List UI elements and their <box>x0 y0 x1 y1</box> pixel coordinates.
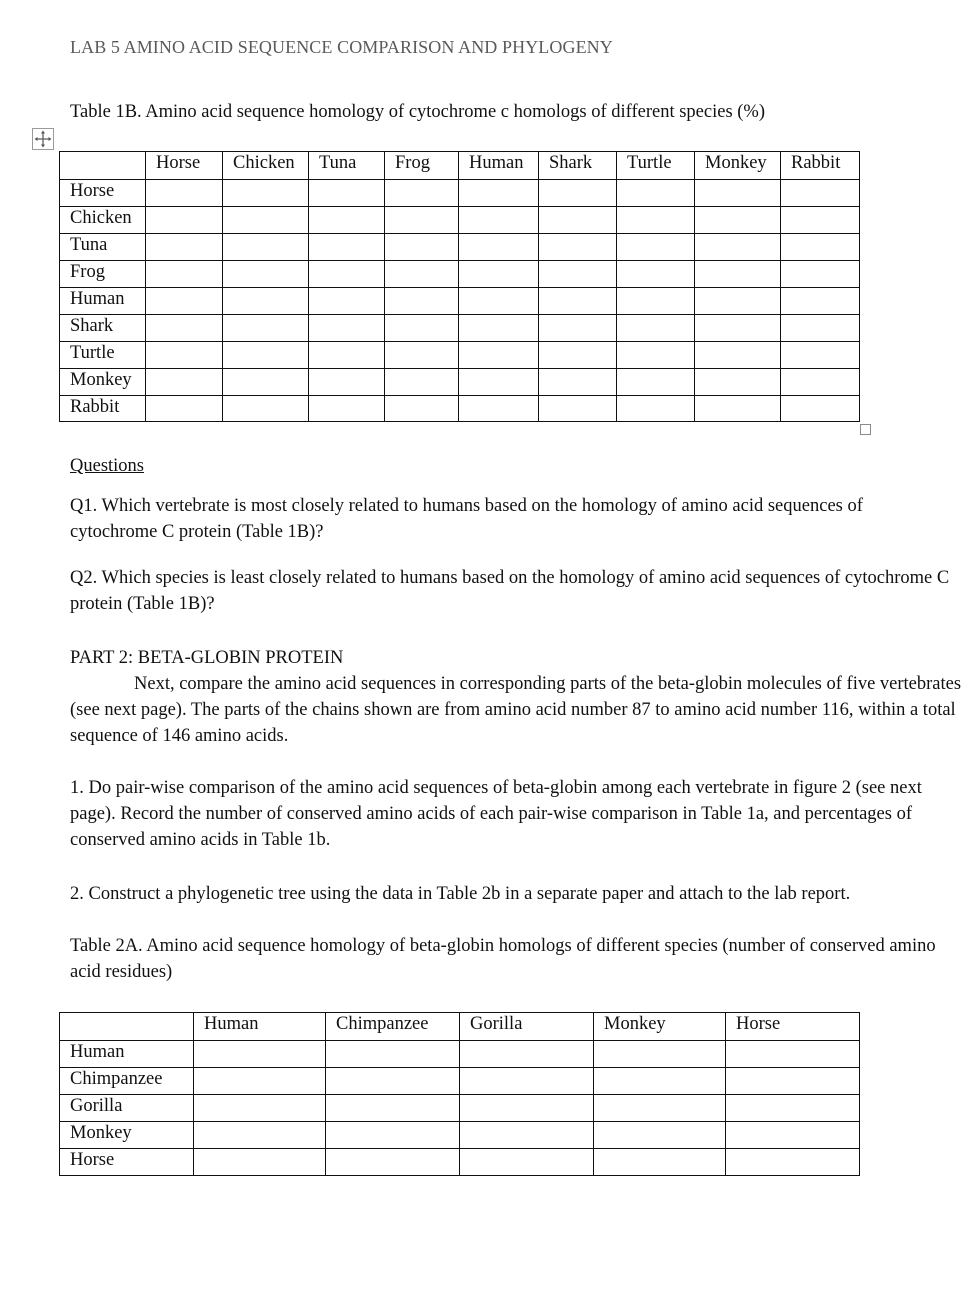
empty-cell[interactable] <box>326 1149 460 1176</box>
empty-cell[interactable] <box>385 315 459 342</box>
table-row <box>60 1068 860 1095</box>
questions-title: Questions <box>70 456 144 476</box>
empty-cell[interactable] <box>726 1041 860 1068</box>
cytochrome-homology-table <box>59 151 860 422</box>
empty-cell[interactable] <box>223 369 309 396</box>
empty-cell[interactable] <box>617 288 695 315</box>
empty-cell[interactable] <box>146 288 223 315</box>
table-row <box>60 234 860 261</box>
empty-cell[interactable] <box>594 1095 726 1122</box>
empty-cell[interactable] <box>146 261 223 288</box>
table-corner-cell <box>60 1013 194 1041</box>
empty-cell[interactable] <box>223 207 309 234</box>
empty-cell[interactable] <box>309 369 385 396</box>
question-1: Q1. Which vertebrate is most closely related to humans based on the homology of amino acid sequences of cytochrome C protein (Table 1B)? <box>70 496 863 542</box>
table-row <box>60 342 860 369</box>
row-header: Rabbit <box>60 396 146 422</box>
row-header: Human <box>60 1041 194 1068</box>
table-row <box>60 288 860 315</box>
row-header: Shark <box>60 315 146 342</box>
empty-cell[interactable] <box>385 396 459 422</box>
column-header: Horse <box>726 1013 860 1041</box>
empty-cell[interactable] <box>460 1041 594 1068</box>
empty-cell[interactable] <box>695 396 781 422</box>
empty-cell[interactable] <box>726 1068 860 1095</box>
empty-cell[interactable] <box>781 180 860 207</box>
column-header: Gorilla <box>460 1013 594 1041</box>
row-header: Gorilla <box>60 1095 194 1122</box>
empty-cell[interactable] <box>385 288 459 315</box>
empty-cell[interactable] <box>539 180 617 207</box>
empty-cell[interactable] <box>223 315 309 342</box>
empty-cell[interactable] <box>539 261 617 288</box>
empty-cell[interactable] <box>146 315 223 342</box>
row-header: Chicken <box>60 207 146 234</box>
empty-cell[interactable] <box>617 234 695 261</box>
row-header: Horse <box>60 180 146 207</box>
part2-body: Next, compare the amino acid sequences in corresponding parts of the beta-globin molecules of five vertebrates (see next page). The parts of the chains shown are from amino acid number 87 to amino acid number 116, within a total sequence of 146 amino acids. <box>70 674 962 746</box>
empty-cell[interactable] <box>194 1149 326 1176</box>
table-row <box>60 315 860 342</box>
column-header: Turtle <box>617 152 695 180</box>
table-row <box>60 1095 860 1122</box>
row-header: Tuna <box>60 234 146 261</box>
empty-cell[interactable] <box>146 207 223 234</box>
empty-cell[interactable] <box>459 180 539 207</box>
empty-cell[interactable] <box>781 315 860 342</box>
empty-cell[interactable] <box>309 234 385 261</box>
empty-cell[interactable] <box>594 1149 726 1176</box>
empty-cell[interactable] <box>309 315 385 342</box>
empty-cell[interactable] <box>146 396 223 422</box>
empty-cell[interactable] <box>695 369 781 396</box>
empty-cell[interactable] <box>539 396 617 422</box>
empty-cell[interactable] <box>539 342 617 369</box>
empty-cell[interactable] <box>309 342 385 369</box>
column-header: Monkey <box>594 1013 726 1041</box>
beta-globin-homology-table <box>59 1012 860 1176</box>
empty-cell[interactable] <box>385 180 459 207</box>
empty-cell[interactable] <box>459 207 539 234</box>
empty-cell[interactable] <box>223 342 309 369</box>
table-row <box>60 369 860 396</box>
empty-cell[interactable] <box>326 1122 460 1149</box>
row-header: Chimpanzee <box>60 1068 194 1095</box>
table-row <box>60 207 860 234</box>
empty-cell[interactable] <box>459 315 539 342</box>
empty-cell[interactable] <box>309 288 385 315</box>
empty-cell[interactable] <box>309 261 385 288</box>
empty-cell[interactable] <box>194 1095 326 1122</box>
empty-cell[interactable] <box>539 234 617 261</box>
part2-heading: PART 2: BETA-GLOBIN PROTEIN <box>70 648 344 668</box>
empty-cell[interactable] <box>617 369 695 396</box>
empty-cell[interactable] <box>459 369 539 396</box>
empty-cell[interactable] <box>146 342 223 369</box>
empty-cell[interactable] <box>385 369 459 396</box>
empty-cell[interactable] <box>726 1149 860 1176</box>
empty-cell[interactable] <box>460 1122 594 1149</box>
empty-cell[interactable] <box>617 342 695 369</box>
empty-cell[interactable] <box>326 1041 460 1068</box>
empty-cell[interactable] <box>459 342 539 369</box>
empty-cell[interactable] <box>459 288 539 315</box>
empty-cell[interactable] <box>385 234 459 261</box>
empty-cell[interactable] <box>223 288 309 315</box>
column-header: Chimpanzee <box>326 1013 460 1041</box>
row-header: Horse <box>60 1149 194 1176</box>
empty-cell[interactable] <box>726 1122 860 1149</box>
empty-cell[interactable] <box>309 396 385 422</box>
column-header: Human <box>459 152 539 180</box>
empty-cell[interactable] <box>146 180 223 207</box>
question-2: Q2. Which species is least closely related to humans based on the homology of amino acid sequences of cytochrome C protein (Table 1B)? <box>70 568 950 614</box>
empty-cell[interactable] <box>223 261 309 288</box>
table-header-row <box>60 1013 860 1041</box>
empty-cell[interactable] <box>617 396 695 422</box>
table-corner-cell <box>60 152 146 180</box>
table-move-handle-icon[interactable] <box>32 128 54 150</box>
table2-caption: Table 2A. Amino acid sequence homology of beta-globin homologs of different species (number of conserved amino acid residues) <box>70 936 936 982</box>
table-resize-handle[interactable] <box>860 424 871 435</box>
empty-cell[interactable] <box>460 1068 594 1095</box>
column-header: Monkey <box>695 152 781 180</box>
column-header: Horse <box>146 152 223 180</box>
row-header: Turtle <box>60 342 146 369</box>
empty-cell[interactable] <box>460 1149 594 1176</box>
empty-cell[interactable] <box>194 1041 326 1068</box>
empty-cell[interactable] <box>781 261 860 288</box>
empty-cell[interactable] <box>223 396 309 422</box>
empty-cell[interactable] <box>460 1095 594 1122</box>
column-header: Human <box>194 1013 326 1041</box>
empty-cell[interactable] <box>459 396 539 422</box>
row-header: Monkey <box>60 1122 194 1149</box>
empty-cell[interactable] <box>223 180 309 207</box>
row-header: Monkey <box>60 369 146 396</box>
empty-cell[interactable] <box>385 342 459 369</box>
empty-cell[interactable] <box>695 342 781 369</box>
empty-cell[interactable] <box>695 180 781 207</box>
empty-cell[interactable] <box>617 261 695 288</box>
empty-cell[interactable] <box>617 315 695 342</box>
table-header-row <box>60 152 860 180</box>
empty-cell[interactable] <box>309 207 385 234</box>
empty-cell[interactable] <box>695 207 781 234</box>
table-row <box>60 396 860 422</box>
empty-cell[interactable] <box>385 261 459 288</box>
table-row <box>60 261 860 288</box>
table-row <box>60 1041 860 1068</box>
empty-cell[interactable] <box>781 396 860 422</box>
empty-cell[interactable] <box>781 369 860 396</box>
empty-cell[interactable] <box>726 1095 860 1122</box>
empty-cell[interactable] <box>781 288 860 315</box>
empty-cell[interactable] <box>539 315 617 342</box>
part2-step-2: 2. Construct a phylogenetic tree using the data in Table 2b in a separate paper and attach to the lab report. <box>70 884 851 904</box>
empty-cell[interactable] <box>326 1068 460 1095</box>
empty-cell[interactable] <box>539 207 617 234</box>
empty-cell[interactable] <box>781 207 860 234</box>
column-header: Shark <box>539 152 617 180</box>
empty-cell[interactable] <box>194 1122 326 1149</box>
empty-cell[interactable] <box>326 1095 460 1122</box>
empty-cell[interactable] <box>146 369 223 396</box>
empty-cell[interactable] <box>459 234 539 261</box>
column-header: Rabbit <box>781 152 860 180</box>
empty-cell[interactable] <box>617 180 695 207</box>
empty-cell[interactable] <box>223 234 309 261</box>
empty-cell[interactable] <box>309 180 385 207</box>
table1-caption: Table 1B. Amino acid sequence homology of cytochrome c homologs of different species (%) <box>70 102 766 122</box>
row-header: Human <box>60 288 146 315</box>
empty-cell[interactable] <box>594 1068 726 1095</box>
column-header: Frog <box>385 152 459 180</box>
table-row <box>60 180 860 207</box>
empty-cell[interactable] <box>459 261 539 288</box>
empty-cell[interactable] <box>194 1068 326 1095</box>
page-header: LAB 5 AMINO ACID SEQUENCE COMPARISON AND PHYLOGENY <box>70 37 613 57</box>
column-header: Chicken <box>223 152 309 180</box>
empty-cell[interactable] <box>539 288 617 315</box>
empty-cell[interactable] <box>695 315 781 342</box>
empty-cell[interactable] <box>385 207 459 234</box>
column-header: Tuna <box>309 152 385 180</box>
row-header: Frog <box>60 261 146 288</box>
empty-cell[interactable] <box>695 261 781 288</box>
empty-cell[interactable] <box>539 369 617 396</box>
empty-cell[interactable] <box>781 342 860 369</box>
empty-cell[interactable] <box>695 288 781 315</box>
empty-cell[interactable] <box>594 1041 726 1068</box>
table-row <box>60 1149 860 1176</box>
empty-cell[interactable] <box>781 234 860 261</box>
empty-cell[interactable] <box>695 234 781 261</box>
part2-step-1: 1. Do pair-wise comparison of the amino acid sequences of beta-globin among each vertebrate in figure 2 (see next page). Record the number of conserved amino acids of each pair-wise comparison in Table 1a, and percentages of conserved amino acids in Table 1b. <box>70 778 922 850</box>
table-row <box>60 1122 860 1149</box>
empty-cell[interactable] <box>594 1122 726 1149</box>
empty-cell[interactable] <box>146 234 223 261</box>
empty-cell[interactable] <box>617 207 695 234</box>
